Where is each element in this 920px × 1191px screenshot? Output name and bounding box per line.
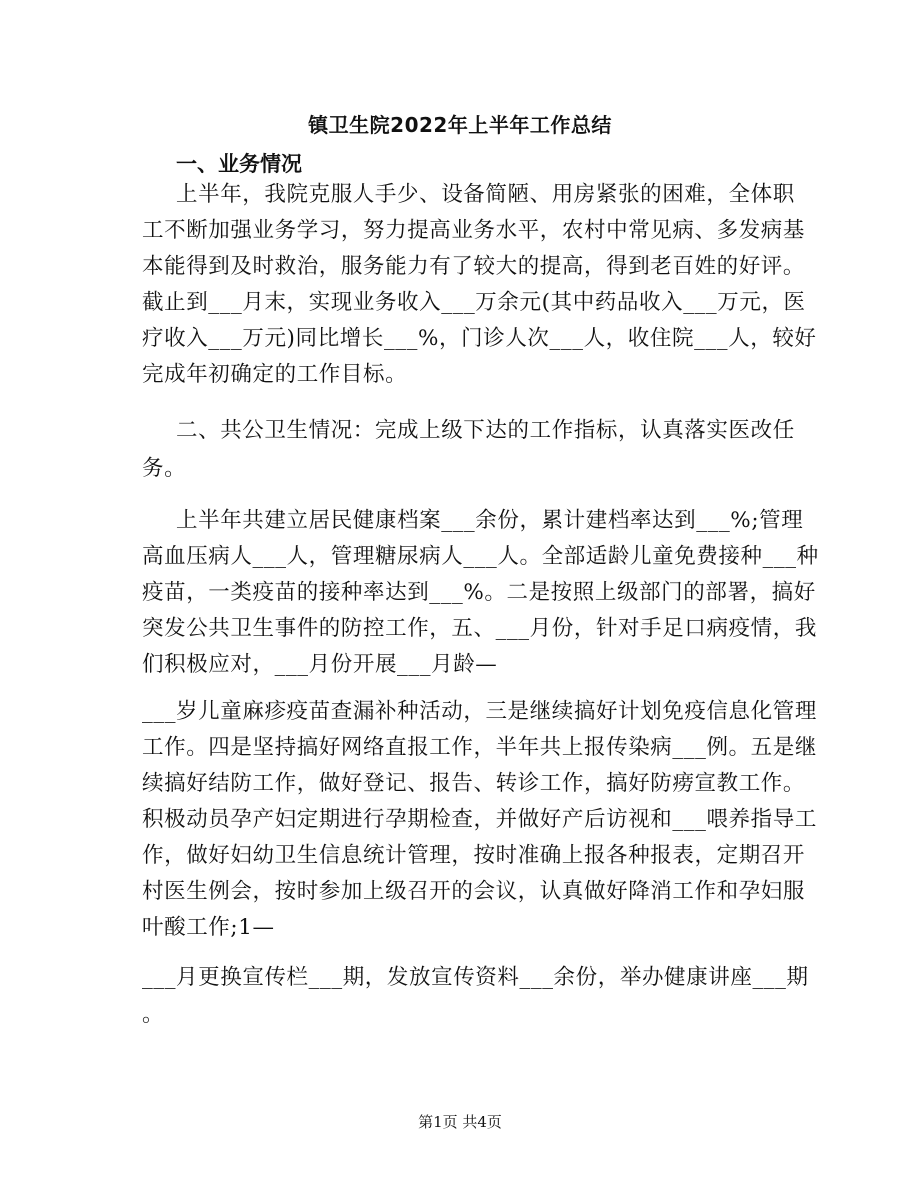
paragraph-line: 上半年，我院克服人手少、设备简陋、用房紧张的困难，全体职: [176, 182, 795, 207]
paragraph-line: ___岁儿童麻疹疫苗查漏补种活动，三是继续搞好计划免疫信息化管理: [142, 699, 817, 724]
paragraph-line: 二、共公卫生情况：完成上级下达的工作指标，认真落实医改任: [176, 418, 795, 443]
paragraph-line: 突发公共卫生事件的防控工作，五、___月份，针对手足口病疫情，我: [142, 616, 817, 641]
paragraph-line: ___月更换宣传栏___期，发放宣传资料___余份，举办健康讲座___期: [142, 965, 809, 990]
paragraph-line: 疫苗，一类疫苗的接种率达到___%。二是按照上级部门的部署，搞好: [142, 580, 816, 605]
paragraph-line: 们积极应对，___月份开展___月龄—: [142, 652, 498, 677]
document-title: 镇卫生院2022年上半年工作总结: [308, 113, 612, 137]
paragraph-line: 积极动员孕产妇定期进行孕期检查，并做好产后访视和___喂养指导工: [142, 807, 817, 832]
paragraph-line: 续搞好结防工作，做好登记、报告、转诊工作，搞好防痨宣教工作。: [142, 771, 806, 796]
paragraph-line: 本能得到及时救治，服务能力有了较大的提高，得到老百姓的好评。: [142, 254, 806, 279]
paragraph-line: 叶酸工作;1—: [142, 915, 275, 940]
paragraph-line: 作，做好妇幼卫生信息统计管理，按时准确上报各种报表，定期召开: [142, 843, 806, 868]
paragraph-line: 务。: [142, 456, 187, 481]
paragraph-line: 工不断加强业务学习，努力提高业务水平，农村中常见病、多发病基: [142, 218, 806, 243]
page-number: 第1页 共4页: [418, 1113, 502, 1131]
paragraph-line: 截止到___月末，实现业务收入___万余元(其中药品收入___万元，医: [142, 290, 806, 315]
paragraph-line: 村医生例会，按时参加上级召开的会议，认真做好降消工作和孕妇服: [142, 879, 806, 904]
paragraph-line: 高血压病人___人，管理糖尿病人___人。全部适龄儿童免费接种___种: [142, 544, 819, 569]
paragraph-line: 。: [142, 1002, 165, 1027]
paragraph-line: 上半年共建立居民健康档案___余份，累计建档率达到___%;管理: [176, 508, 804, 533]
section-heading-business: 一、业务情况: [176, 152, 302, 176]
paragraph-line: 疗收入___万元)同比增长___%，门诊人次___人，收住院___人，较好: [142, 326, 817, 351]
paragraph-line: 工作。四是坚持搞好网络直报工作，半年共上报传染病___例。五是继: [142, 735, 817, 760]
paragraph-line: 完成年初确定的工作目标。: [142, 362, 408, 387]
